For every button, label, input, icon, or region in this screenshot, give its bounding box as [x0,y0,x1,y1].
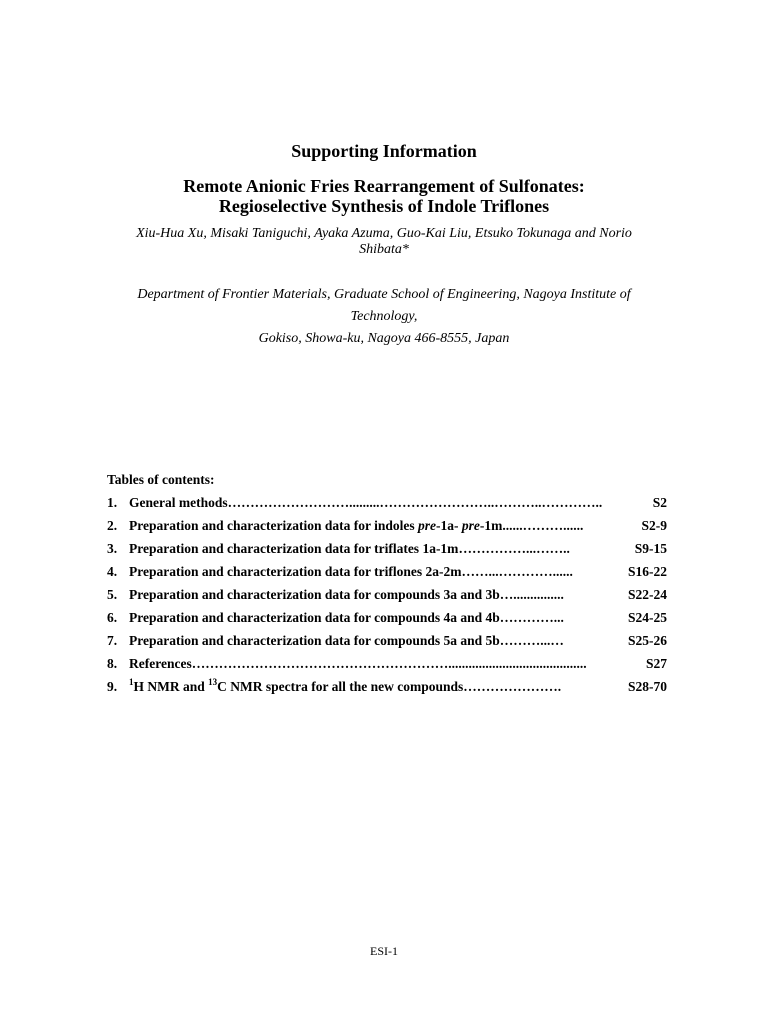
toc-item-general-methods[interactable] [107,491,667,514]
superscript-13: 13 [208,677,218,687]
toc-heading: Tables of contents: [107,472,215,487]
page-number: ESI-1 [370,944,398,958]
toc-title-part: C NMR spectra for all the new compounds [217,679,464,694]
toc-item-page: S28-70 [627,679,667,694]
toc-item-title: Preparation and characterization data for compounds 5a and 5b [129,633,500,648]
toc-item-page: S24-25 [627,610,667,625]
toc-item-compounds-5[interactable] [107,629,667,652]
toc-title-part: -1a- [435,518,462,533]
toc-list [107,491,667,698]
toc-item-number: 1. [107,495,118,510]
toc-item-number: 4. [107,564,118,579]
toc-item-title: Preparation and characterization data for triflones 2a-2m [129,564,462,579]
supporting-information-heading: Supporting Information [291,141,477,161]
toc-item-compounds-3[interactable] [107,583,667,606]
toc-leader-dots: …………………………………………………......................................... [191,656,587,671]
toc-item-number: 6. [107,610,118,625]
toc-item-page: S2 [652,495,667,510]
toc-item-page: S2-9 [641,518,667,533]
toc-item-number: 9. [107,679,118,694]
toc-leader-dots: ……………………….........……………………..………..………….. [227,495,603,510]
toc-item-number: 5. [107,587,118,602]
paper-title [0,176,768,216]
toc-leader-dots: …………………. [463,679,562,694]
toc-title-part: H NMR and [133,679,209,694]
toc-item-title: Preparation and characterization data for compounds 3a and 3b [129,587,500,602]
toc-item-number: 7. [107,633,118,648]
toc-item-indoles[interactable] [107,514,667,537]
toc-leader-dots: ......………...... [502,518,584,533]
toc-item-references[interactable] [107,652,667,675]
toc-item-title: References [129,656,192,671]
toc-item-page: S27 [645,656,667,671]
toc-item-compounds-4[interactable] [107,606,667,629]
toc-item-page: S9-15 [634,541,667,556]
toc-item-page: S16-22 [627,564,667,579]
toc-item-nmr-spectra[interactable] [107,675,667,698]
toc-item-triflones[interactable] [107,560,667,583]
toc-item-title [129,514,502,537]
toc-leader-dots: ……………...…….. [458,541,570,556]
toc-title-part: -1m [479,518,503,533]
toc-title-italic-pre: pre [417,518,436,533]
affiliation-line-3: Gokiso, Showa-ku, Nagoya 466-8555, Japan [258,331,510,346]
paper-title-line-2: Regioselective Synthesis of Indole Triflones [218,196,550,216]
toc-item-number: 2. [107,518,118,533]
toc-item-triflates[interactable] [107,537,667,560]
toc-item-number: 3. [107,541,118,556]
paper-title-line-1: Remote Anionic Fries Rearrangement of Sulfonates: [183,176,585,196]
toc-leader-dots: …............... [499,587,564,602]
toc-leader-dots: …………... [499,610,564,625]
affiliation [110,284,658,350]
toc-title-italic-pre: pre [461,518,480,533]
author-list: Xiu-Hua Xu, Misaki Taniguchi, Ayaka Azuma, Guo-Kai Liu, Etsuko Tokunaga and Norio Shibata* [136,226,632,257]
toc-item-title: Preparation and characterization data for triflates 1a-1m [129,541,459,556]
toc-item-number: 8. [107,656,118,671]
affiliation-line-2: Technology, [350,309,418,324]
toc-item-title [129,675,463,698]
toc-item-title: Preparation and characterization data for compounds 4a and 4b [129,610,500,625]
affiliation-line-1: Department of Frontier Materials, Graduate School of Engineering, Nagoya Institute of [137,287,631,302]
toc-title-part: Preparation and characterization data for indoles [129,518,418,533]
toc-item-page: S25-26 [627,633,667,648]
toc-leader-dots: ……...…………...... [461,564,573,579]
superscript-1: 1 [129,677,134,687]
toc-item-title: General methods [129,495,228,510]
table-of-contents [107,469,667,698]
toc-item-page: S22-24 [627,587,667,602]
toc-leader-dots: ………...… [499,633,564,648]
